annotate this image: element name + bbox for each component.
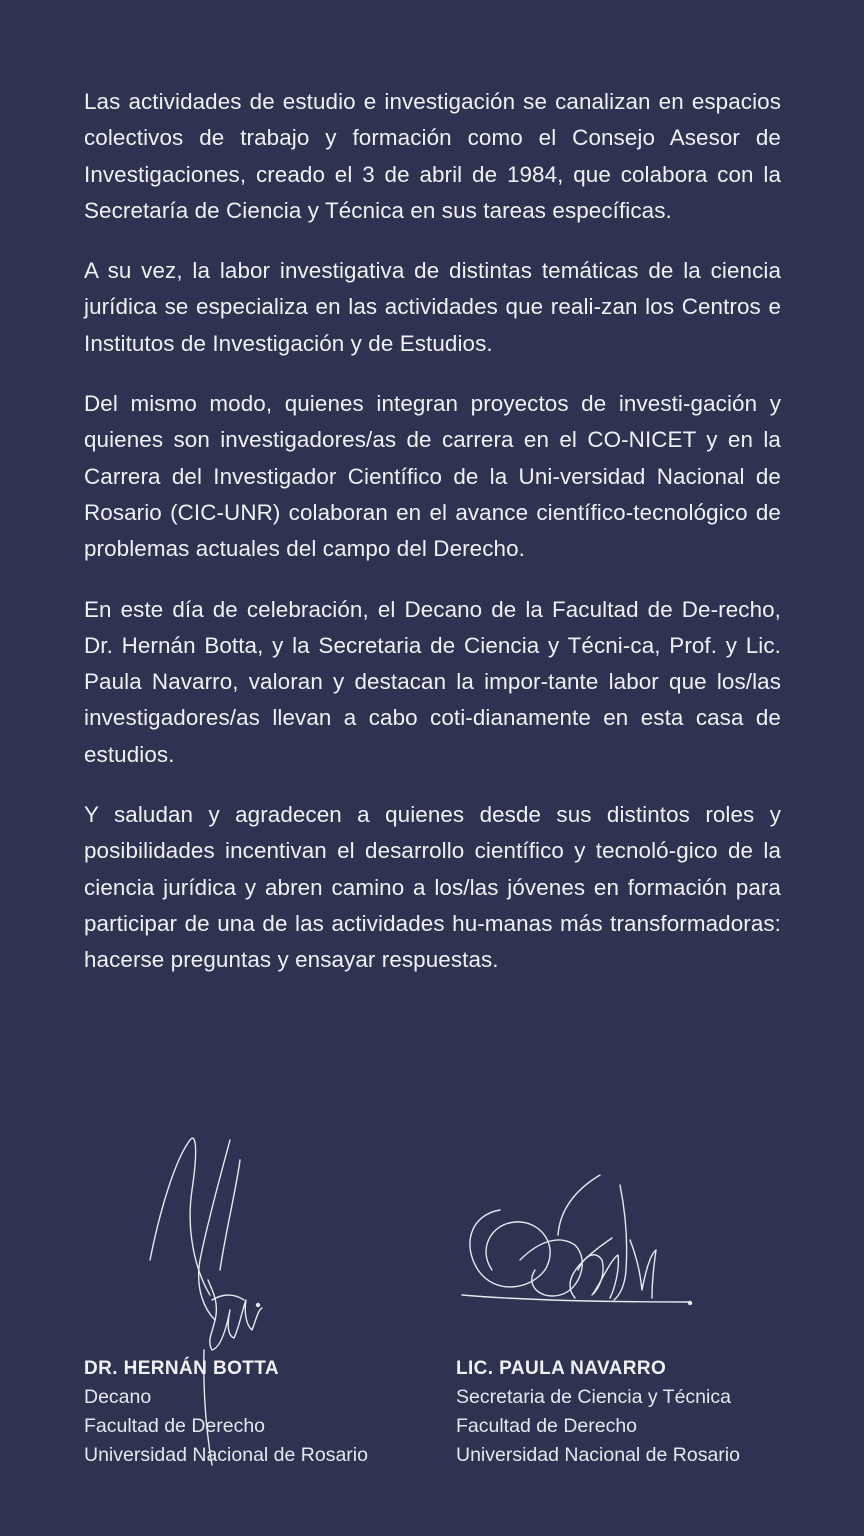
signature-right-stroke-2 (520, 1240, 582, 1296)
signature-left-stroke-2 (199, 1140, 230, 1320)
signatory-right-name: LIC. PAULA NAVARRO (456, 1358, 667, 1379)
signatory-right-role: Secretaria de Ciencia y Técnica (456, 1386, 731, 1408)
letter-body (84, 84, 781, 1003)
signatory-left (84, 1354, 368, 1470)
signature-right-stroke-1 (470, 1210, 550, 1287)
signature-right-stroke-3 (578, 1255, 618, 1298)
paragraph-4: En este día de celebración, el Decano de la Facultad de De-recho, Dr. Hernán Botta, y la Secretaria de Ciencia y Técni-ca, Prof. y Lic. Paula Navarro, valoran y destacan la impor-tante labor que los/las investigadores/as llevan a cabo coti-dianamente en esta casa de estudios. (84, 596, 781, 767)
signature-right-dot (689, 1302, 692, 1305)
signatory-left-faculty: Facultad de Derecho (84, 1415, 266, 1437)
paragraph-2: A su vez, la labor investigativa de distintas temáticas de la ciencia jurídica se especializa en las actividades que reali-zan los Centros e Institutos de Investigación y de Estudios. (84, 258, 781, 356)
paragraph-3: Del mismo modo, quienes integran proyectos de investi-gación y quienes son investigadores/as de carrera en el CO-NICET y en la Carrera del Investigador Científico de la Uni-versidad Nacional de Rosario (CIC-UNR) colaboran en el avance científico-tecnológico de problemas actuales del campo del Derecho. (84, 391, 781, 562)
signature-right-stroke-6 (558, 1175, 600, 1235)
signature-left-stroke-5 (212, 1295, 244, 1300)
paragraph-5: Y saludan y agradecen a quienes desde sus distintos roles y posibilidades incentivan el desarrollo científico y tecnoló-gico de la ciencia jurídica y abren camino a los/las jóvenes en formación para participar de una de las actividades hu-manas más transformadoras: hacerse preguntas y ensayar respuestas. (84, 802, 781, 973)
signature-left-stroke-1 (150, 1138, 210, 1295)
signatory-left-role: Decano (84, 1386, 152, 1408)
signatory-left-university: Universidad Nacional de Rosario (84, 1444, 368, 1466)
signature-right-stroke-7 (462, 1295, 690, 1302)
signature-left-stroke-4 (208, 1280, 262, 1350)
signatures-section (0, 1120, 864, 1536)
signature-left-stroke-3 (220, 1160, 240, 1270)
signature-right-stroke-4 (614, 1185, 627, 1300)
signature-right-stroke-8 (570, 1238, 612, 1298)
signatory-left-name: DR. HERNÁN BOTTA (84, 1358, 279, 1379)
signature-right-stroke-5 (630, 1240, 656, 1298)
signatory-right (456, 1354, 740, 1470)
signature-left-dot (257, 1304, 260, 1307)
signatory-right-university: Universidad Nacional de Rosario (456, 1444, 740, 1466)
signatory-right-faculty: Facultad de Derecho (456, 1415, 638, 1437)
handwritten-signatures (0, 1120, 864, 1536)
paragraph-1: Las actividades de estudio e investigación se canalizan en espacios colectivos de trabajo y formación como el Consejo Asesor de Investigaciones, creado el 3 de abril de 1984, que colabora con la Secretaría de Ciencia y Técnica en sus tareas específicas. (84, 89, 781, 223)
